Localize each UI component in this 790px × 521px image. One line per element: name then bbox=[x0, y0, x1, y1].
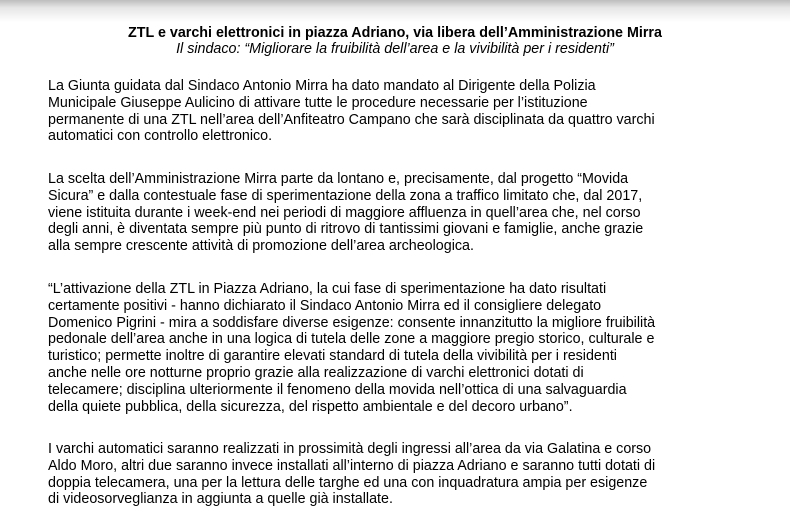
paragraph-line: certamente positivi - hanno dichiarato il Sindaco Antonio Mirra ed il consigliere delegato bbox=[48, 297, 602, 314]
paragraph-line: viene istituita durante i week-end nei periodi di maggiore affluenza in quell’area che, nel corso bbox=[48, 204, 641, 221]
paragraph-line: automatici con controllo elettronico. bbox=[48, 128, 273, 145]
paragraph-line: anche nelle ore notturne proprio grazie alla realizzazione di varchi elettronici dotati di bbox=[48, 364, 584, 381]
paragraph-line: turistico; permette inoltre di garantire elevati standard di tutela della vivibilità per i residenti bbox=[48, 348, 617, 365]
paragraph-line: doppia telecamera, una per la lettura delle targhe ed una con inquadratura ampia per esigenze bbox=[48, 474, 648, 491]
document-subtitle: Il sindaco: “Migliorare la fruibilità dell’area e la vivibilità per i residenti” bbox=[176, 41, 614, 57]
paragraph-line: Domenico Pigrini - mira a soddisfare diverse esigenze: consente innanzitutto la migliore fruibilità bbox=[48, 314, 656, 331]
paragraph-line: La scelta dell’Amministrazione Mirra parte da lontano e, precisamente, dal progetto “Movida bbox=[48, 171, 629, 187]
paragraph-line: degli anni, è diventata sempre più punto di ritrovo di tantissimi giovani e famiglie, anche grazie bbox=[48, 221, 644, 238]
paragraph-line: La Giunta guidata dal Sindaco Antonio Mirra ha dato mandato al Dirigente della Polizia bbox=[48, 78, 596, 94]
paragraph-line: “L’attivazione della ZTL in Piazza Adriano, la cui fase di sperimentazione ha dato risultati bbox=[48, 281, 607, 297]
paragraph-line: pedonale dell’area anche in una logica di tutela delle zone a maggiore pregio storico, culturale e bbox=[48, 331, 655, 348]
paragraph-line: permanente di una ZTL nell’area dell’Anfiteatro Campano che sarà disciplinata da quattro varchi bbox=[48, 111, 655, 128]
paragraph-line: della quiete pubblica, della sicurezza, del rispetto ambientale e del decoro urbano”. bbox=[48, 398, 573, 415]
paragraph-1 bbox=[48, 78, 748, 145]
paragraph-line: Aldo Moro, altri due saranno invece installati all’interno di piazza Adriano e saranno tutti dotati di bbox=[48, 457, 656, 474]
document-title: ZTL e varchi elettronici in piazza Adriano, via libera dell’Amministrazione Mirra bbox=[128, 25, 662, 41]
paragraph-line: I varchi automatici saranno realizzati in prossimità degli ingressi all’area da via Galatina e corso bbox=[48, 441, 652, 457]
paragraph-line: di videosorveglianza in aggiunta a quelle già installate. bbox=[48, 491, 393, 508]
paragraph-3 bbox=[48, 281, 748, 415]
paragraph-4 bbox=[48, 441, 748, 508]
paragraph-line: Sicura” e dalla contestuale fase di sperimentazione della zona a traffico limitato che, dal 2017, bbox=[48, 187, 643, 204]
paragraph-line: alla sempre crescente attività di promozione dell’area archeologica. bbox=[48, 238, 474, 255]
paragraph-line: telecamere; disciplina ulteriormente il fenomeno della movida nell’ottica di una salvaguardia bbox=[48, 381, 627, 398]
paragraph-line: Municipale Giuseppe Aulicino di attivare tutte le procedure necessarie per l’istituzione bbox=[48, 94, 588, 111]
paragraph-2 bbox=[48, 171, 748, 255]
